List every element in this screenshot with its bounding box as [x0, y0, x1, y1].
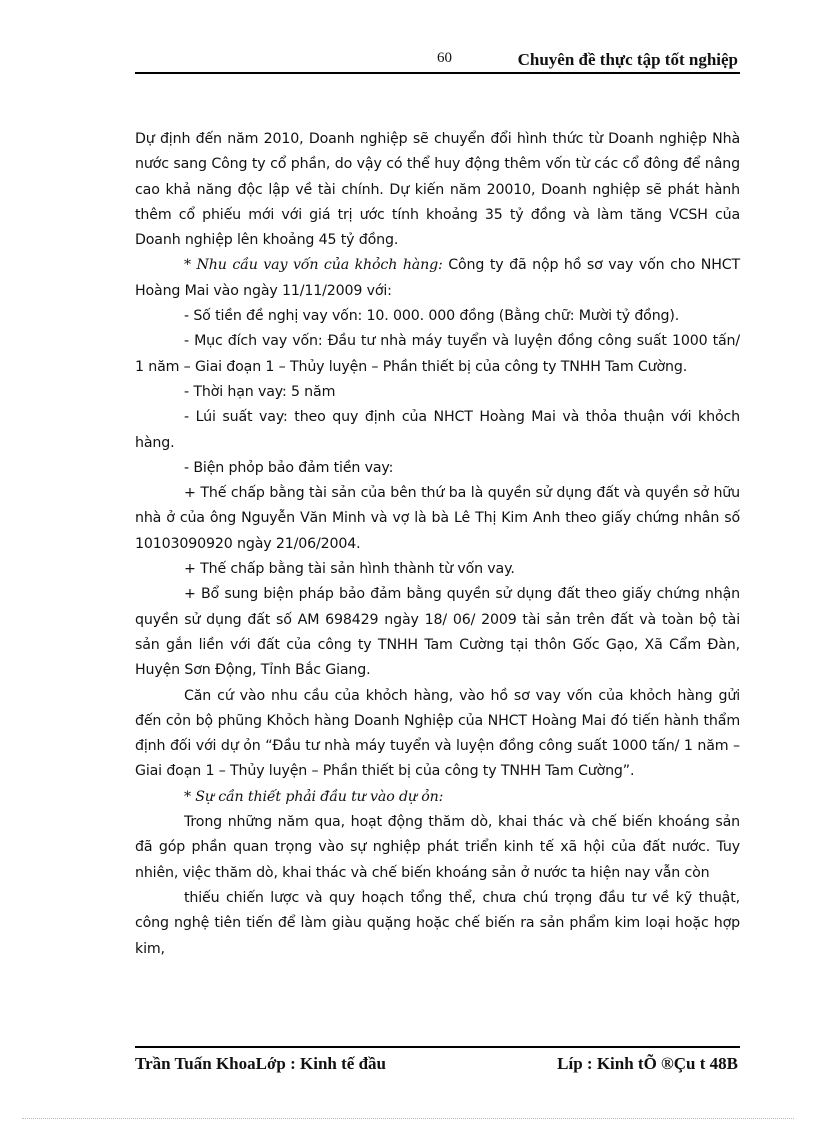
- header-title: Chuyên đề thực tập tốt nghiệp: [517, 50, 738, 69]
- footer-author: Trần Tuấn KhoaLớp : Kinh tế đầu: [135, 1054, 386, 1073]
- page-number: 60: [437, 50, 452, 66]
- header-rule: [135, 72, 740, 74]
- list-item: - Lúi suất vay: theo quy định của NHCT Hoàng Mai và thỏa thuận với khỏch hàng.: [135, 409, 740, 451]
- list-item: - Thời hạn vay: 5 năm: [184, 383, 336, 400]
- list-item: + Thế chấp bằng tài sản của bên thứ ba là quyền sử dụng đất và quyền sở hữu nhà ở của ông Nguyễn Văn Minh và vợ là bà Lê Thị Kim Anh theo giấy chứng nhân số 10103090920 ngày 21/06/2004.: [135, 485, 740, 552]
- paragraph: Căn cứ vào nhu cầu của khỏch hàng, vào hồ sơ vay vốn của khỏch hàng gửi đến cỏn bộ phũng Khỏch hàng Doanh Nghiệp của NHCT Hoàng Mai đó tiến hành thẩm định đối với dự ỏn “Đầu tư nhà máy tuyển và luyện đồng công suất 1000 tấn/ 1 năm – Giai đoạn 1 – Thủy luyện – Phần thiết bị của công ty TNHH Tam Cường”.: [135, 687, 740, 780]
- paragraph: Dự định đến năm 2010, Doanh nghiệp sẽ chuyển đổi hình thức từ Doanh nghiệp Nhà nước sang Công ty cổ phần, do vậy có thể huy động thêm vốn từ các cổ đông để nâng cao khả năng độc lập về tài chính. Dự kiến năm 20010, Doanh nghiệp sẽ phát hành thêm cổ phiếu mới với giá trị ước tính khoảng 35 tỷ đồng và làm tăng VCSH của Doanh nghiệp lên khoảng 45 tỷ đồng.: [135, 131, 740, 249]
- list-item: - Số tiền đề nghị vay vốn: 10. 000. 000 đồng (Bằng chữ: Mười tỷ đồng).: [184, 308, 680, 325]
- list-item: + Thế chấp bằng tài sản hình thành từ vốn vay.: [184, 561, 515, 578]
- list-item: - Biện phỏp bảo đảm tiền vay:: [184, 459, 394, 476]
- page-footer: [135, 1046, 740, 1076]
- paragraph: [135, 253, 740, 304]
- footer-rule: [135, 1046, 740, 1048]
- paragraph: [135, 785, 740, 810]
- list-item: + Bổ sung biện pháp bảo đảm bằng quyền sử dụng đất theo giấy chứng nhận quyền sử dụng đất số AM 698429 ngày 18/ 06/ 2009 tài sản trên đất và toàn bộ tài sản gắn liền với đất của công ty TNHH Tam Cường tại thôn Gốc Gạo, Xã Cẩm Đàn, Huyện Sơn Động, Tỉnh Bắc Giang.: [135, 586, 740, 679]
- document-body: [135, 127, 740, 962]
- section-label: * Nhu cầu vay vốn của khỏch hàng:: [184, 257, 443, 274]
- footer-class: Líp : Kinh tÕ ®Çu t 48B: [557, 1054, 738, 1073]
- paragraph: thiếu chiến lược và quy hoạch tổng thể, chưa chú trọng đầu tư về kỹ thuật, công nghệ tiên tiến để làm giàu quặng hoặc chế biến ra sản phẩm kim loại hoặc hợp kim,: [135, 889, 740, 957]
- paragraph: Trong những năm qua, hoạt động thăm dò, khai thác và chế biến khoáng sản đã góp phần quan trọng vào sự nghiệp phát triển kinh tế xã hội của đất nước. Tuy nhiên, việc thăm dò, khai thác và chế biến khoáng sản ở nước ta hiện nay vẫn còn: [135, 814, 740, 881]
- page-header: [135, 46, 740, 74]
- paragraph-text: Công ty đã nộp hồ sơ vay vốn cho NHCT Hoàng Mai vào ngày 11/11/2009 với:: [135, 257, 740, 299]
- section-label: * Sự cần thiết phải đầu tư vào dự ỏn:: [184, 788, 444, 805]
- list-item: - Mục đích vay vốn: Đầu tư nhà máy tuyển và luyện đồng công suất 1000 tấn/ 1 năm – Giai đoạn 1 – Thủy luyện – Phần thiết bị của công ty TNHH Tam Cường.: [135, 333, 740, 375]
- page-edge: [22, 1118, 794, 1119]
